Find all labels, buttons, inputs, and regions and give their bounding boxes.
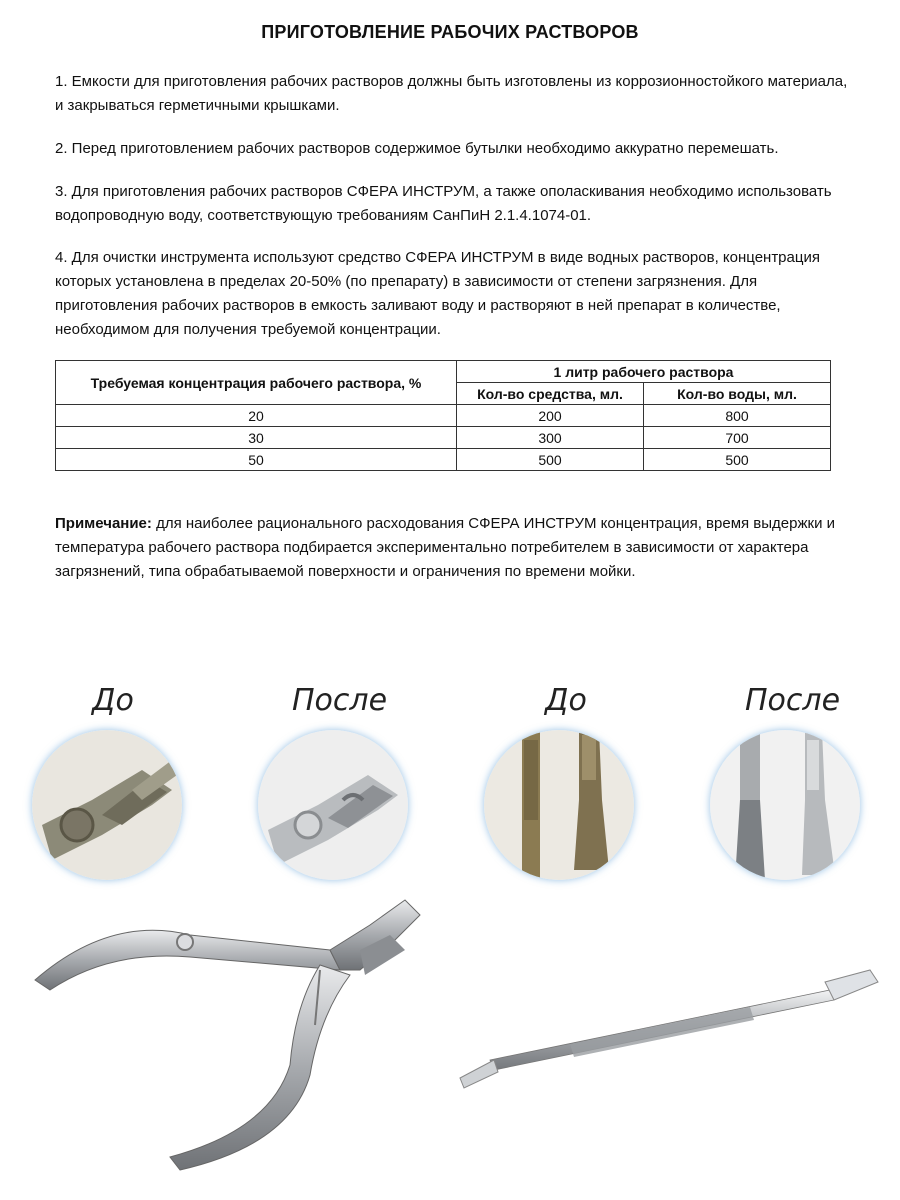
cell-water: 500	[644, 449, 831, 471]
cuticle-nippers-image	[30, 895, 450, 1175]
cell-agent: 200	[457, 405, 644, 427]
cuticle-pusher-image	[450, 960, 890, 1100]
paragraph-3: 3. Для приготовления рабочих растворов СФЕРА ИНСТРУМ, а также ополаскивания необходимо использовать водопроводную воду, соответствующую требованиям СанПиН 2.1.4.1074-01.	[55, 183, 832, 224]
photo-pusher-before	[484, 730, 634, 880]
header-concentration: Требуемая концентрация рабочего раствора, %	[56, 361, 457, 405]
cell-concentration: 20	[56, 405, 457, 427]
paragraph-2: 2. Перед приготовлением рабочих растворов содержимое бутылки необходимо аккуратно перемешать.	[55, 140, 779, 157]
page-title: ПРИГОТОВЛЕНИЕ РАБОЧИХ РАСТВОРОВ	[261, 22, 639, 42]
table-row	[56, 449, 831, 471]
cell-concentration: 50	[56, 449, 457, 471]
table-row	[56, 405, 831, 427]
cell-agent: 300	[457, 427, 644, 449]
paragraph-4: 4. Для очистки инструмента используют средство СФЕРА ИНСТРУМ в виде водных растворов, концентрация которых установлена в пределах 20-50% (по препарату) в зависимости от степени загрязнения. Для приготовления рабочих растворов в емкость заливают воду и растворяют в ней препарат в количестве, необходимом для получения требуемой концентрации.	[55, 249, 820, 338]
cell-agent: 500	[457, 449, 644, 471]
label-before-1: До	[92, 683, 134, 718]
cell-water: 700	[644, 427, 831, 449]
note-label: Примечание:	[55, 515, 152, 532]
header-group: 1 литр рабочего раствора	[457, 361, 831, 383]
note-paragraph	[55, 512, 855, 584]
header-agent: Кол-во средства, мл.	[457, 383, 644, 405]
label-before-2: До	[545, 683, 587, 718]
paragraph-1: 1. Емкости для приготовления рабочих растворов должны быть изготовлены из коррозионностойкого материала, и закрываться герметичными крышками.	[55, 73, 848, 114]
table-header-row	[56, 361, 831, 383]
label-after-1: После	[292, 683, 388, 718]
photo-nipper-after	[258, 730, 408, 880]
cell-concentration: 30	[56, 427, 457, 449]
photo-nipper-before	[32, 730, 182, 880]
label-after-2: После	[745, 683, 841, 718]
table-row	[56, 427, 831, 449]
concentration-table	[55, 360, 831, 471]
header-water: Кол-во воды, мл.	[644, 383, 831, 405]
cell-water: 800	[644, 405, 831, 427]
note-text: для наиболее рационального расходования СФЕРА ИНСТРУМ концентрация, время выдержки и температура рабочего раствора подбирается экспериментально потребителем в зависимости от характера загрязнений, типа обрабатываемой поверхности и ограничения по времени мойки.	[55, 515, 836, 580]
photo-pusher-after	[710, 730, 860, 880]
